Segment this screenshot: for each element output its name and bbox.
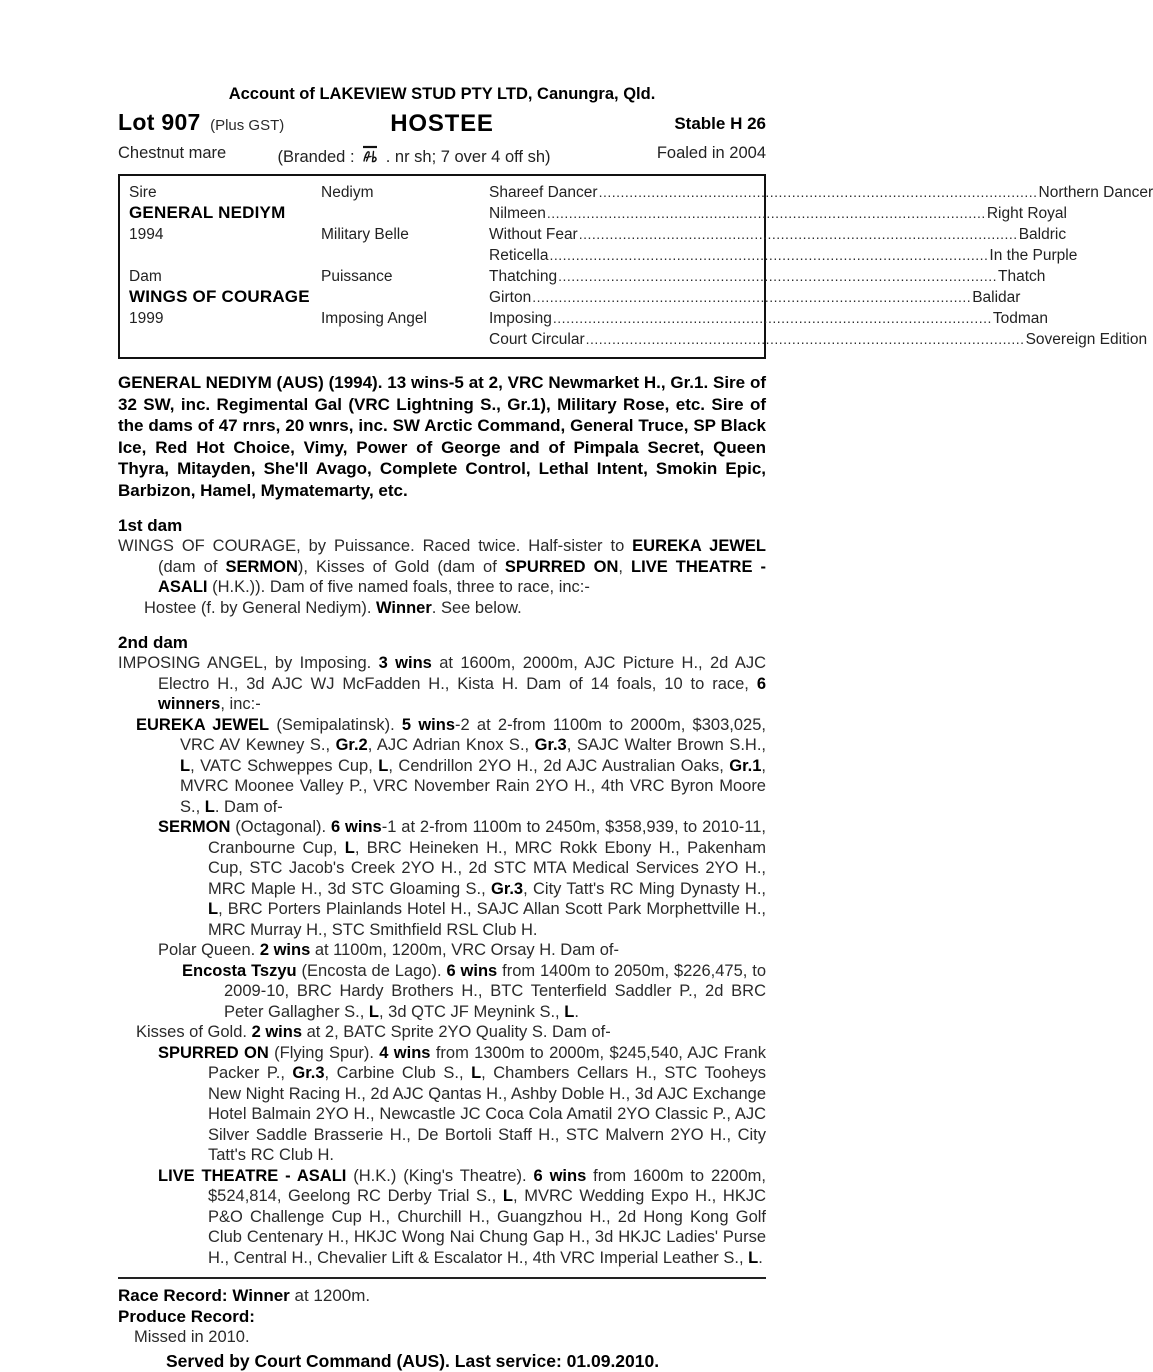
ped-grandparent: Imposing Angel xyxy=(321,310,427,327)
pedigree-row xyxy=(129,203,1067,224)
brand-mark-icon xyxy=(360,144,380,166)
horse-name: HOSTEE xyxy=(390,110,494,137)
sire-name: GENERAL NEDIYM xyxy=(129,203,286,222)
second-dam-paragraph: IMPOSING ANGEL, by Imposing. 3 wins at 1600m, 2000m, AJC Picture H., 2d AJC Electro H., 3d AJC WJ McFadden H., Kista H. Dam of 14 foals, 10 to race, 6 winners, inc:- xyxy=(118,654,766,713)
brand-description xyxy=(90,144,738,167)
lot-gst-note: (Plus GST) xyxy=(210,117,285,134)
sire-year: 1994 xyxy=(129,226,164,243)
progeny-live-theatre: LIVE THEATRE - ASALI (H.K.) (King's Theatre). 6 wins from 1600m to 2200m, $524,814, Geelong RC Derby Trial S., L, MVRC Wedding Expo H., HKJC P&O Challenge Cup H., Churchill H., Guangzhou H., 2d Hong Kong Golf Club Centenary H., HKJC Wong Nai Chung Gap H., 3d HKJC Ladies' Purse H., Central H., Chevalier Lift & Escalator H., 4th VRC Imperial Leather S., L. xyxy=(158,1166,767,1267)
missed-line: Missed in 2010. xyxy=(134,1328,250,1346)
progeny-sermon: SERMON (Octagonal). 6 wins-1 at 2-from 1100m to 2450m, $358,939, to 2010-11, Cranbourne Cup, L, BRC Heineken H., MRC Rokk Ebony H., Pakenham Cup, STC Jacob's Creek 2YO H., 2d STC MTA Medical Services 2YO H., MRC Maple H., 3d STC Gloaming S., Gr.3, City Tatt's RC Ming Dynasty H., L, BRC Porters Plainlands Hotel H., SAJC Allan Scott Park Morphettville H., MRC Murray H., STC Smithfield RSL Club H. xyxy=(158,818,766,939)
ped-ancestors: Shareef Dancer ..... Northern Dancer xyxy=(489,182,755,203)
description-row xyxy=(118,141,766,168)
lot-number: Lot 907 xyxy=(118,109,201,135)
leader-dots xyxy=(558,266,997,287)
ped-ancestors: Reticella ..... In the Purple xyxy=(489,245,755,266)
dam-year: 1999 xyxy=(129,310,164,327)
progeny-spurred-on: SPURRED ON (Flying Spur). 4 wins from 1300m to 2000m, $245,540, AJC Frank Packer P., Gr.3, Carbine Club S., L, Chambers Cellars H., STC Tooheys New Night Racing H., 2d AJC Qantas H., Ashby Doble H., 3d AJC Exchange Hotel Balmain 2YO H., Newcastle JC Coca Cola Amatil 2YO Classic P., AJC Silver Saddle Brasserie H., De Bortoli Staff H., STC Malvern 2YO H., City Tatt's RC Club H. xyxy=(158,1043,766,1164)
footer-divider xyxy=(118,1277,766,1279)
progeny-eureka-jewel: EUREKA JEWEL (Semipalatinsk). 5 wins-2 at 2-from 1100m to 2000m, $303,025, VRC AV Kewney S., Gr.2, AJC Adrian Knox S., Gr.3, SAJC Walter Brown S.H., L, VATC Schweppes Cup, L, Cendrillon 2YO H., 2d AJC Australian Oaks, Gr.1, MVRC Moonee Valley P., VRC November Rain 2YO H., 4th VRC Byron Moore S., L. Dam of- xyxy=(136,715,766,816)
leader-dots xyxy=(599,182,1038,203)
pedigree-row xyxy=(129,287,1021,308)
pedigree-row xyxy=(129,266,1046,287)
progeny-kisses-of-gold: Kisses of Gold. 2 wins at 2, BATC Sprite 2YO Quality S. Dam of- xyxy=(136,1023,611,1041)
stable-number: Stable H 26 xyxy=(674,114,766,133)
ped-ancestors: Nilmeen ..... Right Royal xyxy=(489,203,755,224)
leader-dots xyxy=(553,308,992,329)
lot-row xyxy=(118,109,766,141)
race-record-line: Race Record: Winner at 1200m. xyxy=(118,1286,371,1305)
first-dam-paragraph: WINGS OF COURAGE, by Puissance. Raced twice. Half-sister to EUREKA JEWEL (dam of SERMON), Kisses of Gold (dam of SPURRED ON, LIVE THEATRE - ASALI (H.K.)). Dam of five named foals, three to race, inc:- xyxy=(118,537,767,596)
service-line: Served by Court Command (AUS). Last service: 01.09.2010. xyxy=(166,1351,660,1371)
dam-name: WINGS OF COURAGE xyxy=(129,287,310,306)
ped-role: Sire xyxy=(129,184,157,201)
pedigree-row xyxy=(129,308,1049,329)
ped-ancestors: Without Fear ..... Baldric xyxy=(489,224,755,245)
branded-prefix: (Branded : xyxy=(277,148,355,166)
leader-dots xyxy=(579,224,1018,245)
hostee-line: Hostee (f. by General Nediym). Winner. See below. xyxy=(144,598,522,617)
ped-ancestors: Imposing ..... Todman xyxy=(489,308,755,329)
account-line: Account of LAKEVIEW STUD PTY LTD, Canungra, Qld. xyxy=(228,85,656,103)
leader-dots xyxy=(549,245,988,266)
branded-suffix: . nr sh; 7 over 4 off sh) xyxy=(385,148,551,166)
pedigree-row xyxy=(129,245,1078,266)
color-sex: Chestnut mare xyxy=(118,144,227,162)
first-dam-heading: 1st dam xyxy=(118,516,183,535)
second-dam-heading: 2nd dam xyxy=(118,633,188,652)
ped-role: Dam xyxy=(129,268,162,285)
ped-ancestors: Thatching ..... Thatch xyxy=(489,266,755,287)
produce-record-line: Produce Record: xyxy=(118,1307,255,1326)
ped-ancestors: Girton ..... Balidar xyxy=(489,287,755,308)
sire-summary: GENERAL NEDIYM (AUS) (1994). 13 wins-5 at 2, VRC Newmarket H., Gr.1. Sire of 32 SW, inc. Regimental Gal (VRC Lightning S., Gr.1), Military Rose, etc. Sire of the dams of 47 rnrs, 20 wnrs, inc. SW Arctic Command, General Truce, SP Black Ice, Red Hot Choice, Vimy, Power of George and of Pimpala Secret, Queen Thyra, Mitayden, She'll Avago, Complete Control, Lethal Intent, Smokin Epic, Barbizon, Hamel, Mymatemarty, etc. xyxy=(118,373,766,500)
progeny-polar-queen: Polar Queen. 2 wins at 1100m, 1200m, VRC Orsay H. Dam of- xyxy=(158,941,619,959)
ped-grandparent: Military Belle xyxy=(321,226,409,243)
pedigree-table xyxy=(118,174,1153,359)
leader-dots xyxy=(532,287,971,308)
leader-dots xyxy=(586,329,1025,350)
ped-grandparent: Nediym xyxy=(321,184,374,201)
leader-dots xyxy=(547,203,986,224)
ped-grandparent: Puissance xyxy=(321,268,393,285)
ped-ancestors: Court Circular ..... Sovereign Edition xyxy=(489,329,755,350)
pedigree-row xyxy=(129,182,1153,203)
page-content xyxy=(118,84,1153,1372)
foaled-year: Foaled in 2004 xyxy=(656,144,766,162)
pedigree-row xyxy=(129,329,1148,350)
progeny-encosta-tszyu: Encosta Tszyu (Encosta de Lago). 6 wins from 1400m to 2050m, $226,475, to 2009-10, BRC Hardy Brothers H., BTC Tenterfield Saddler P., 2d BRC Peter Gallagher S., L, 3d QTC JF Meynink S., L. xyxy=(182,961,767,1021)
pedigree-row xyxy=(129,224,1067,245)
